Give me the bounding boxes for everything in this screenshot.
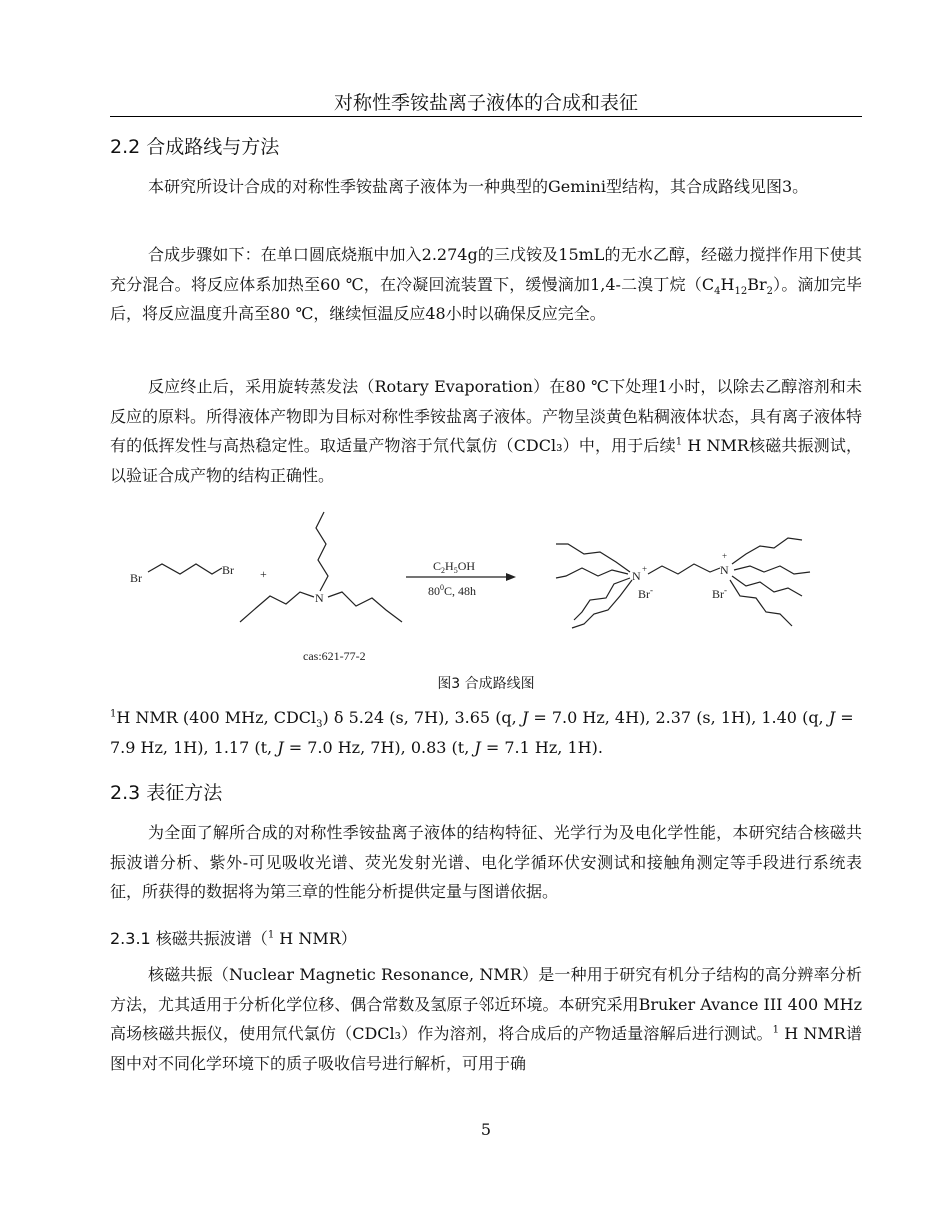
product-butyl-bridge [648, 564, 720, 574]
reaction-scheme-drawing [110, 500, 862, 670]
reaction-arrow-head [506, 573, 516, 581]
reagent-label: $C_2H_5OH$ [433, 559, 476, 575]
dibromobutane-chain [148, 564, 222, 574]
cas-number: cas:621-77-2 [303, 649, 366, 663]
plus-sign: + [260, 567, 267, 581]
header-rule [110, 116, 862, 117]
figure-caption: 图3 合成路线图 [437, 676, 535, 692]
product-n-left: N [632, 569, 641, 583]
product-left-chain-2 [556, 568, 628, 578]
reactant-br-right: Br [222, 563, 234, 577]
product-right-chain-4 [730, 580, 792, 626]
nmr-data-line: $^1$H NMR (400 MHz, CDCl$_3$) δ 5.24 (s, 7H), 3.65 (q, J = 7.0 Hz, 4H), 2.37 (s, 1H), 1.40 (q, J = 7.9 Hz, 1H), 1.17 (t, J = 7.0 Hz, 7H), 0.83 (t, J = 7.1 Hz, 1H). [110, 708, 854, 757]
product-n-right: N [720, 563, 729, 577]
section-heading-2-3-1: 2.3.1 核磁共振波谱（$^1$ H NMR） [110, 929, 357, 948]
product-right-chain-2 [734, 566, 810, 574]
page-number: 5 [480, 1120, 492, 1139]
running-header: 对称性季铵盐离子液体的合成和表征 [333, 92, 638, 114]
product-br-left: Br- [638, 585, 653, 601]
figure-synthesis-route [110, 500, 862, 670]
product-plus-left: + [642, 564, 648, 574]
amine-pentyl-chain-left [240, 592, 314, 622]
product-left-chain-4 [572, 580, 632, 628]
paragraph-characterization: 为全面了解所合成的对称性季铵盐离子液体的结构特征、光学行为及电化学性能，本研究结合核磁共振波谱分析、紫外-可见吸收光谱、荧光发射光谱、电化学循环伏安测试和接触角测定等手段进行系统表征，所获得的数据将为第三章的性能分析提供定量与图谱依据。 [110, 823, 862, 901]
section-heading-2-2: 2.2 合成路线与方法 [110, 136, 280, 158]
product-left-chain-3 [574, 578, 630, 620]
amine-pentyl-chain-up [316, 512, 328, 591]
product-plus-right: + [722, 551, 728, 561]
paragraph-intro: 本研究所设计合成的对称性季铵盐离子液体为一种典型的Gemini型结构，其合成路线见图3。 [148, 177, 809, 196]
product-right-chain-3 [732, 576, 802, 596]
section-heading-2-3: 2.3 表征方法 [110, 782, 223, 804]
reactant-br-left: Br [130, 571, 142, 585]
paragraph-synthesis-steps: 合成步骤如下：在单口圆底烧瓶中加入2.274g的三戊铵及15mL的无水乙醇，经磁力搅拌作用下使其充分混合。将反应体系加热至60 ℃，在冷凝回流装置下，缓慢滴加1,4-二溴丁烷$(C_4H_{12}Br_2)$。滴加完毕后，将反应温度升高至80 ℃，继续恒温反应48小时以确保反应完全。 [110, 245, 862, 323]
product-right-chain-1 [732, 538, 802, 564]
paragraph-nmr-method: 核磁共振（Nuclear Magnetic Resonance, NMR）是一种用于研究有机分子结构的高分辨率分析方法，尤其适用于分析化学位移、偶合常数及氢原子邻近环境。本研究采用Bruker Avance III 400 MHz高场核磁共振仪，使用氘代氯仿（CDCl₃）作为溶剂，将合成后的产物适量溶解后进行测试。$^1$ H NMR谱图中对不同化学环境下的质子吸收信号进行解析，可用于确 [110, 965, 862, 1073]
paragraph-purification: 反应终止后，采用旋转蒸发法（Rotary Evaporation）在80 ℃下处理1小时，以除去乙醇溶剂和未反应的原料。所得液体产物即为目标对称性季铵盐离子液体。产物呈淡黄色粘稠液体状态，具有离子液体特有的低挥发性与高热稳定性。取适量产物溶于氘代氯仿（CDCl₃）中，用于后续$^1$ H NMR核磁共振测试，以验证合成产物的结构正确性。 [110, 377, 863, 485]
amine-n-label: N [315, 591, 324, 605]
conditions-label: $80^0C$, 48h [428, 583, 477, 598]
amine-pentyl-chain-right [328, 592, 402, 622]
product-left-chain-1 [556, 544, 630, 572]
product-br-right: Br- [712, 585, 727, 601]
